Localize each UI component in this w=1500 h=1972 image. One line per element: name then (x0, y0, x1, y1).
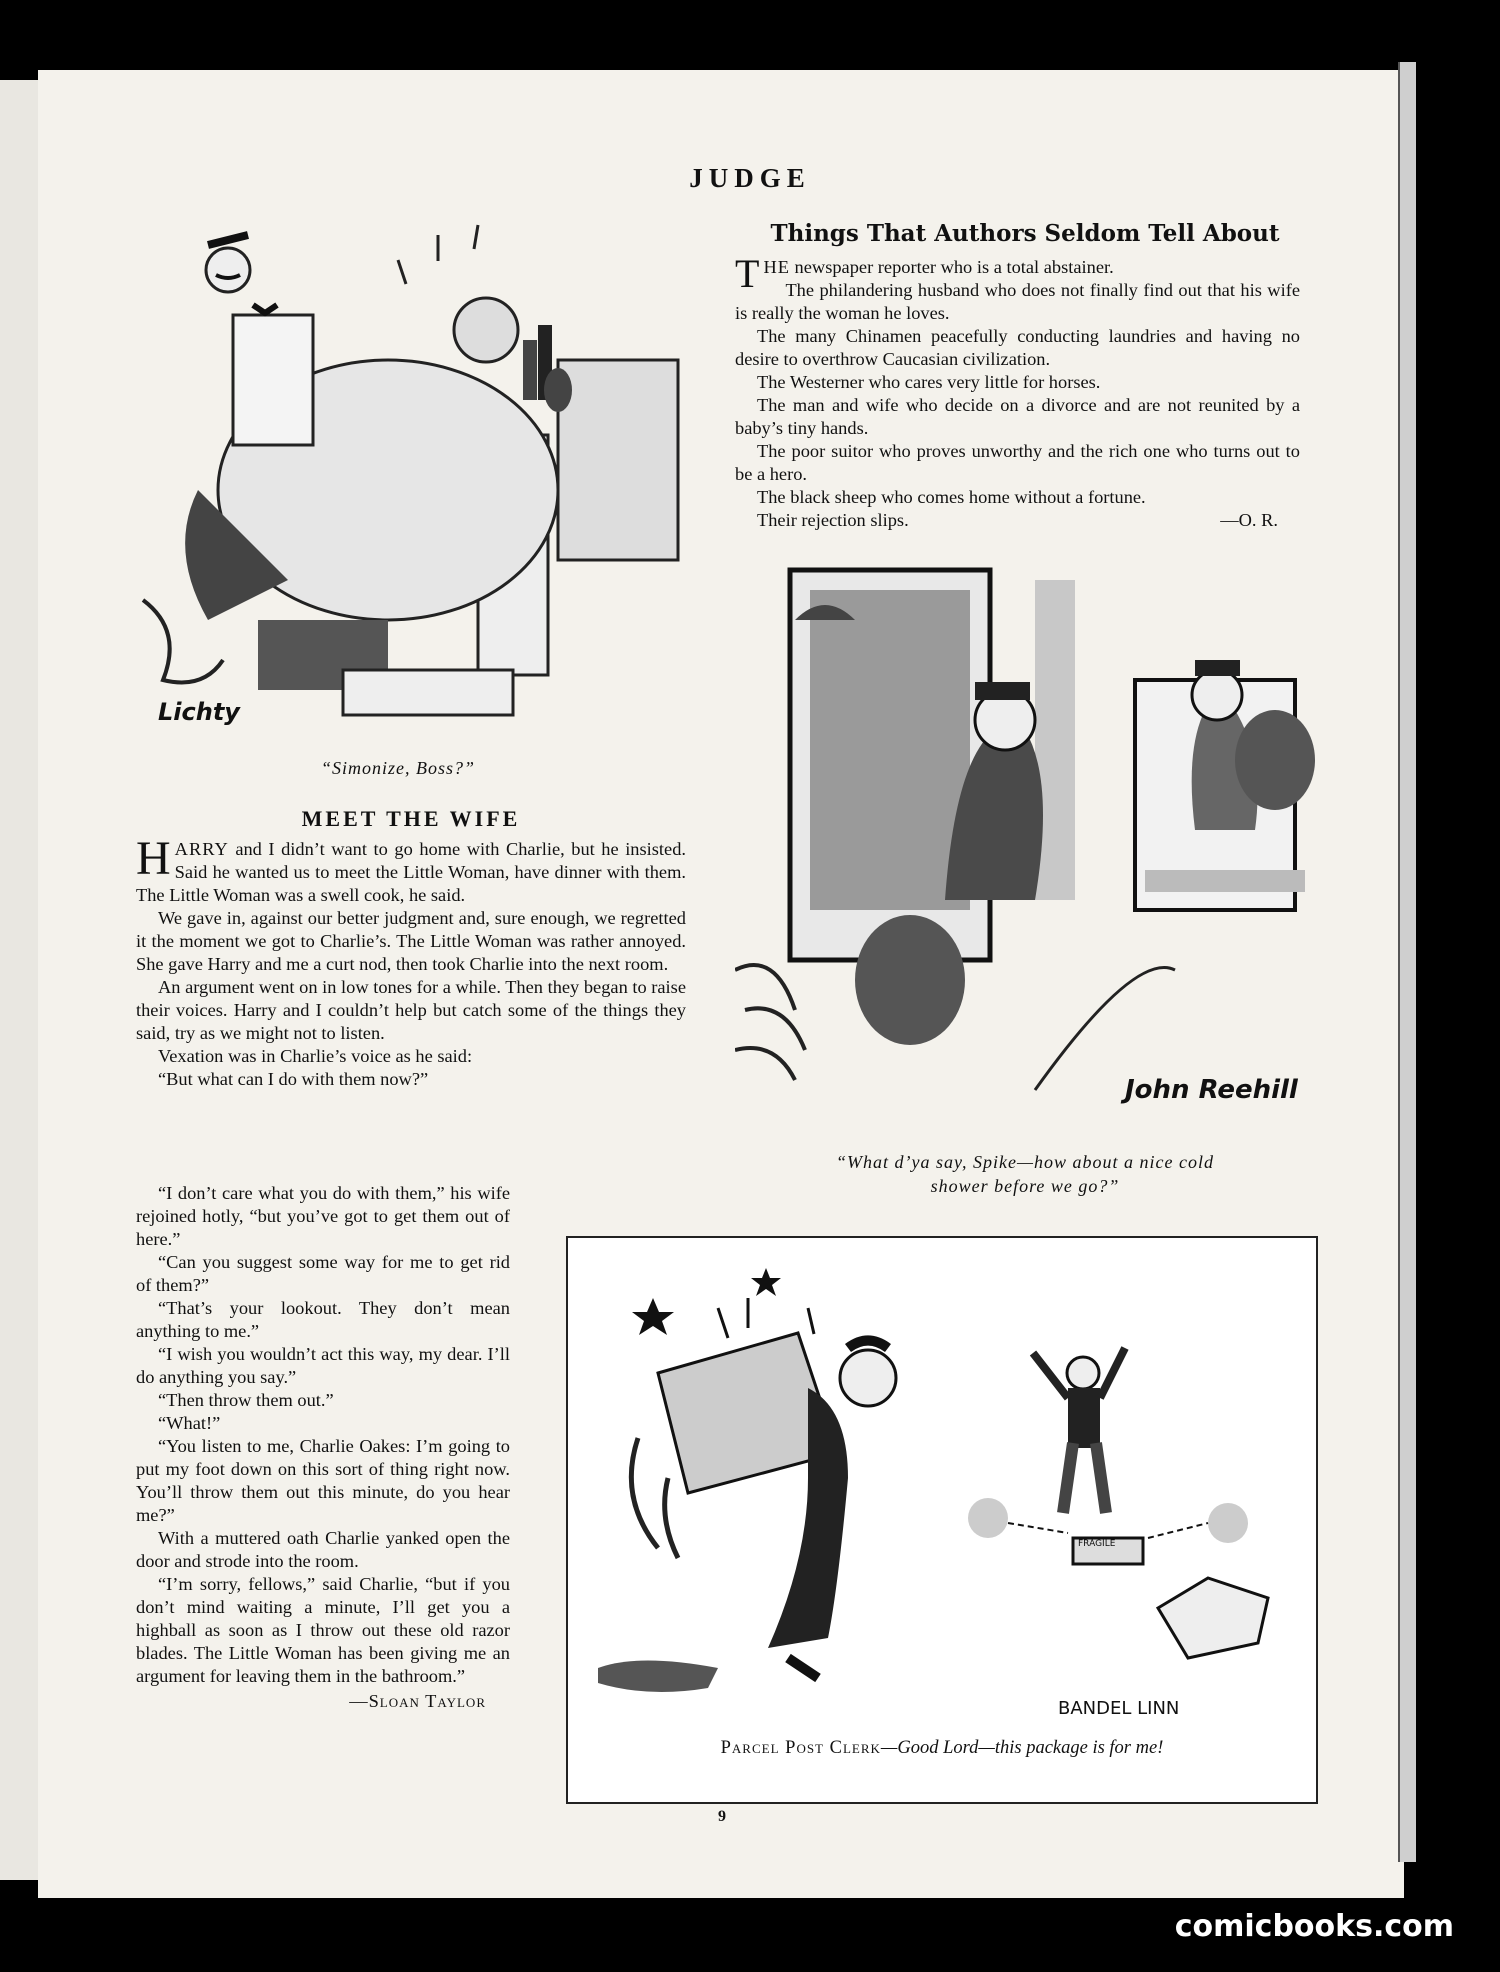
story-paragraph: An argument went on in low tones for a while. Then they began to raise their voices. Harry and I couldn’t help but catch some of the things they said, try as we might not to listen. (136, 977, 686, 1043)
lichty-signature: Lichty (158, 698, 240, 726)
authors-line: Their rejection slips. —O. R. (757, 510, 1278, 530)
authors-line: The poor suitor who proves unworthy and the rich one who turns out to be a hero. (735, 441, 1300, 484)
story-paragraph: “What!” (158, 1413, 221, 1433)
story-byline: —Sloan Taylor (349, 1691, 486, 1711)
story-paragraph: “You listen to me, Charlie Oakes: I’m going to put my foot down on this sort of thing right now. You’ll throw them out this minute, do you hear me?” (136, 1436, 510, 1525)
reehill-signature: John Reehill (1125, 1075, 1298, 1105)
burglar-illustration (735, 560, 1315, 1140)
story-column-bottom (136, 1182, 510, 1713)
parcel-cartoon-frame (566, 1236, 1318, 1804)
story-paragraph: With a muttered oath Charlie yanked open the door and strode into the room. (136, 1528, 510, 1571)
barber-cartoon (138, 220, 698, 760)
authors-line: The man and wife who decide on a divorce and are not reunited by a baby’s tiny hands. (735, 395, 1300, 438)
story-paragraph: “I wish you wouldn’t act this way, my dear. I’ll do anything you say.” (136, 1344, 510, 1387)
authors-column (735, 251, 1300, 532)
story-paragraph: We gave in, against our better judgment and, sure enough, we regretted it the moment we got to Charlie’s. The Little Woman was rather annoyed. She gave Harry and me a curt nod, then took Charlie into the next room. (136, 908, 686, 974)
authors-title: Things That Authors Seldom Tell About (770, 220, 1280, 247)
story-paragraph: “I’m sorry, fellows,” said Charlie, “but if you don’t mind waiting a minute, I’ll get you a highball as soon as I throw out these old razor blades. The Little Woman has been giving me an argument for leaving them in the bathroom.” (136, 1574, 510, 1686)
page-stack-edge (1398, 62, 1416, 1862)
story-column-top (136, 832, 686, 1091)
fragile-label: FRAGILE (1078, 1539, 1116, 1549)
authors-dropcap: T (735, 251, 760, 296)
burglar-cartoon (735, 560, 1315, 1140)
burglar-caption: “What d’ya say, Spike—how about a nice cold shower before we go?” (836, 1152, 1214, 1196)
site-watermark: comicbooks.com (1174, 1909, 1454, 1944)
authors-byline: —O. R. (1220, 510, 1278, 530)
story-dropcap: H (136, 832, 171, 885)
authors-line: The Westerner who cares very little for horses. (757, 372, 1101, 392)
authors-line: THE newspaper reporter who is a total abstainer. (735, 251, 1114, 296)
linn-signature: BANDEL LINN (1058, 1698, 1180, 1719)
barber-illustration (138, 220, 698, 760)
story-paragraph: “Then throw them out.” (158, 1390, 334, 1410)
story-title: MEET THE WIFE (301, 806, 521, 831)
story-paragraph: HARRY and I didn’t want to go home with Charlie, but he insisted. Said he wanted us to meet the Little Woman, have dinner with them. The Little Woman was a swell cook, he said. (136, 832, 686, 905)
story-paragraph: “But what can I do with them now?” (158, 1069, 429, 1089)
authors-line: The many Chinamen peacefully conducting laundries and having no desire to overthrow Caucasian civilization. (735, 326, 1300, 369)
barber-caption: “Simonize, Boss?” (320, 758, 476, 778)
authors-line: The philandering husband who does not finally find out that his wife is really the woman he loves. (735, 280, 1300, 323)
story-paragraph: Vexation was in Charlie’s voice as he said: (158, 1046, 473, 1066)
page-number: 9 (718, 1808, 726, 1825)
parcel-caption: Parcel Post Clerk—Good Lord—this package is for me! (720, 1738, 1164, 1758)
story-paragraph: “Can you suggest some way for me to get rid of them?” (136, 1252, 510, 1295)
authors-line: The black sheep who comes home without a fortune. (757, 487, 1146, 507)
masthead: JUDGE (689, 163, 811, 193)
parcel-illustration (568, 1238, 1316, 1748)
story-paragraph: “I don’t care what you do with them,” his wife rejoined hotly, “but you’ve got to get them out of here.” (136, 1183, 510, 1249)
story-paragraph: “That’s your lookout. They don’t mean anything to me.” (136, 1298, 510, 1341)
